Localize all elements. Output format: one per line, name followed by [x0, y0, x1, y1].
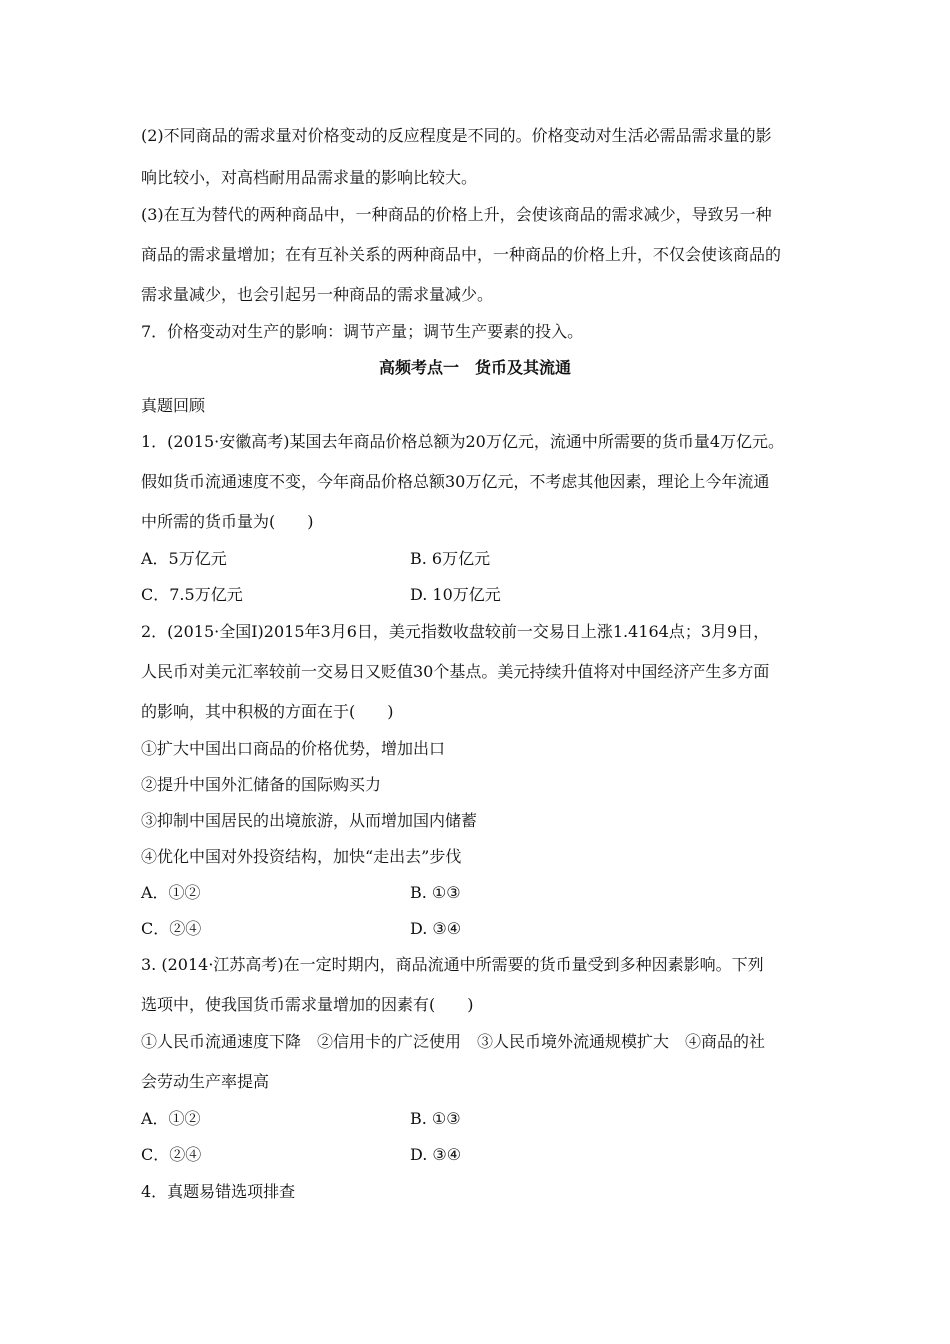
question-1-option-d: D. 10万亿元 — [410, 585, 501, 604]
question-3-line-4: 会劳动生产率提高 — [141, 1072, 270, 1091]
question-1-option-b: B. 6万亿元 — [410, 549, 491, 568]
question-1-line-3: 中所需的货币量为( ) — [141, 512, 314, 531]
question-1-option-a: A．5万亿元 — [141, 549, 227, 568]
question-1-line-2: 假如货币流通速度不变，今年商品价格总额30万亿元，不考虑其他因素，理论上今年流通 — [141, 472, 770, 491]
paragraph-3-line-1: (3)在互为替代的两种商品中，一种商品的价格上升，会使该商品的需求减少，导致另一种 — [141, 205, 772, 224]
paragraph-2-line-1: (2)不同商品的需求量对价格变动的反应程度是不同的。价格变动对生活必需品需求量的影 — [141, 126, 772, 145]
question-1-line-1: 1．(2015·安徽高考)某国去年商品价格总额为20万亿元，流通中所需要的货币量4万亿元。 — [141, 432, 785, 451]
question-2-line-1: 2．(2015·全国Ⅰ)2015年3月6日，美元指数收盘较前一交易日上涨1.4164点；3月9日， — [141, 622, 770, 641]
paragraph-2-line-2: 响比较小，对高档耐用品需求量的影响比较大。 — [141, 168, 478, 187]
question-2-option-d: D. ③④ — [410, 919, 462, 938]
question-3-option-c: C．②④ — [141, 1145, 202, 1164]
question-2-option-b: B. ①③ — [410, 883, 461, 902]
question-1-option-c: C．7.5万亿元 — [141, 585, 243, 604]
question-2-item-1: ①扩大中国出口商品的价格优势，增加出口 — [141, 739, 446, 758]
subheading: 真题回顾 — [141, 396, 206, 415]
question-2-line-2: 人民币对美元汇率较前一交易日又贬值30个基点。美元持续升值将对中国经济产生多方面 — [141, 662, 770, 681]
paragraph-3-line-2: 商品的需求量增加；在有互补关系的两种商品中，一种商品的价格上升，不仅会使该商品的 — [141, 245, 782, 264]
question-3-line-3: ①人民币流通速度下降 ②信用卡的广泛使用 ③人民币境外流通规模扩大 ④商品的社 — [141, 1032, 766, 1051]
question-3-option-b: B. ①③ — [410, 1109, 461, 1128]
question-2-item-4: ④优化中国对外投资结构，加快“走出去”步伐 — [141, 847, 462, 866]
question-3-option-d: D. ③④ — [410, 1145, 462, 1164]
section-title: 高频考点一 货币及其流通 — [378, 358, 571, 377]
question-2-option-a: A．①② — [141, 883, 201, 902]
question-2-item-3: ③抑制中国居民的出境旅游，从而增加国内储蓄 — [141, 811, 478, 830]
question-3-line-1: 3. (2014·江苏高考)在一定时期内，商品流通中所需要的货币量受到多种因素影响。下列 — [141, 955, 764, 974]
paragraph-3-line-3: 需求量减少，也会引起另一种商品的需求量减少。 — [141, 285, 494, 304]
question-3-line-2: 选项中，使我国货币需求量增加的因素有( ) — [141, 995, 474, 1014]
question-3-option-a: A．①② — [141, 1109, 201, 1128]
paragraph-7: 7．价格变动对生产的影响：调节产量；调节生产要素的投入。 — [141, 322, 584, 341]
question-2-line-3: 的影响，其中积极的方面在于( ) — [141, 702, 394, 721]
question-4-line-1: 4．真题易错选项排查 — [141, 1182, 296, 1201]
question-2-item-2: ②提升中国外汇储备的国际购买力 — [141, 775, 382, 794]
question-2-option-c: C．②④ — [141, 919, 202, 938]
